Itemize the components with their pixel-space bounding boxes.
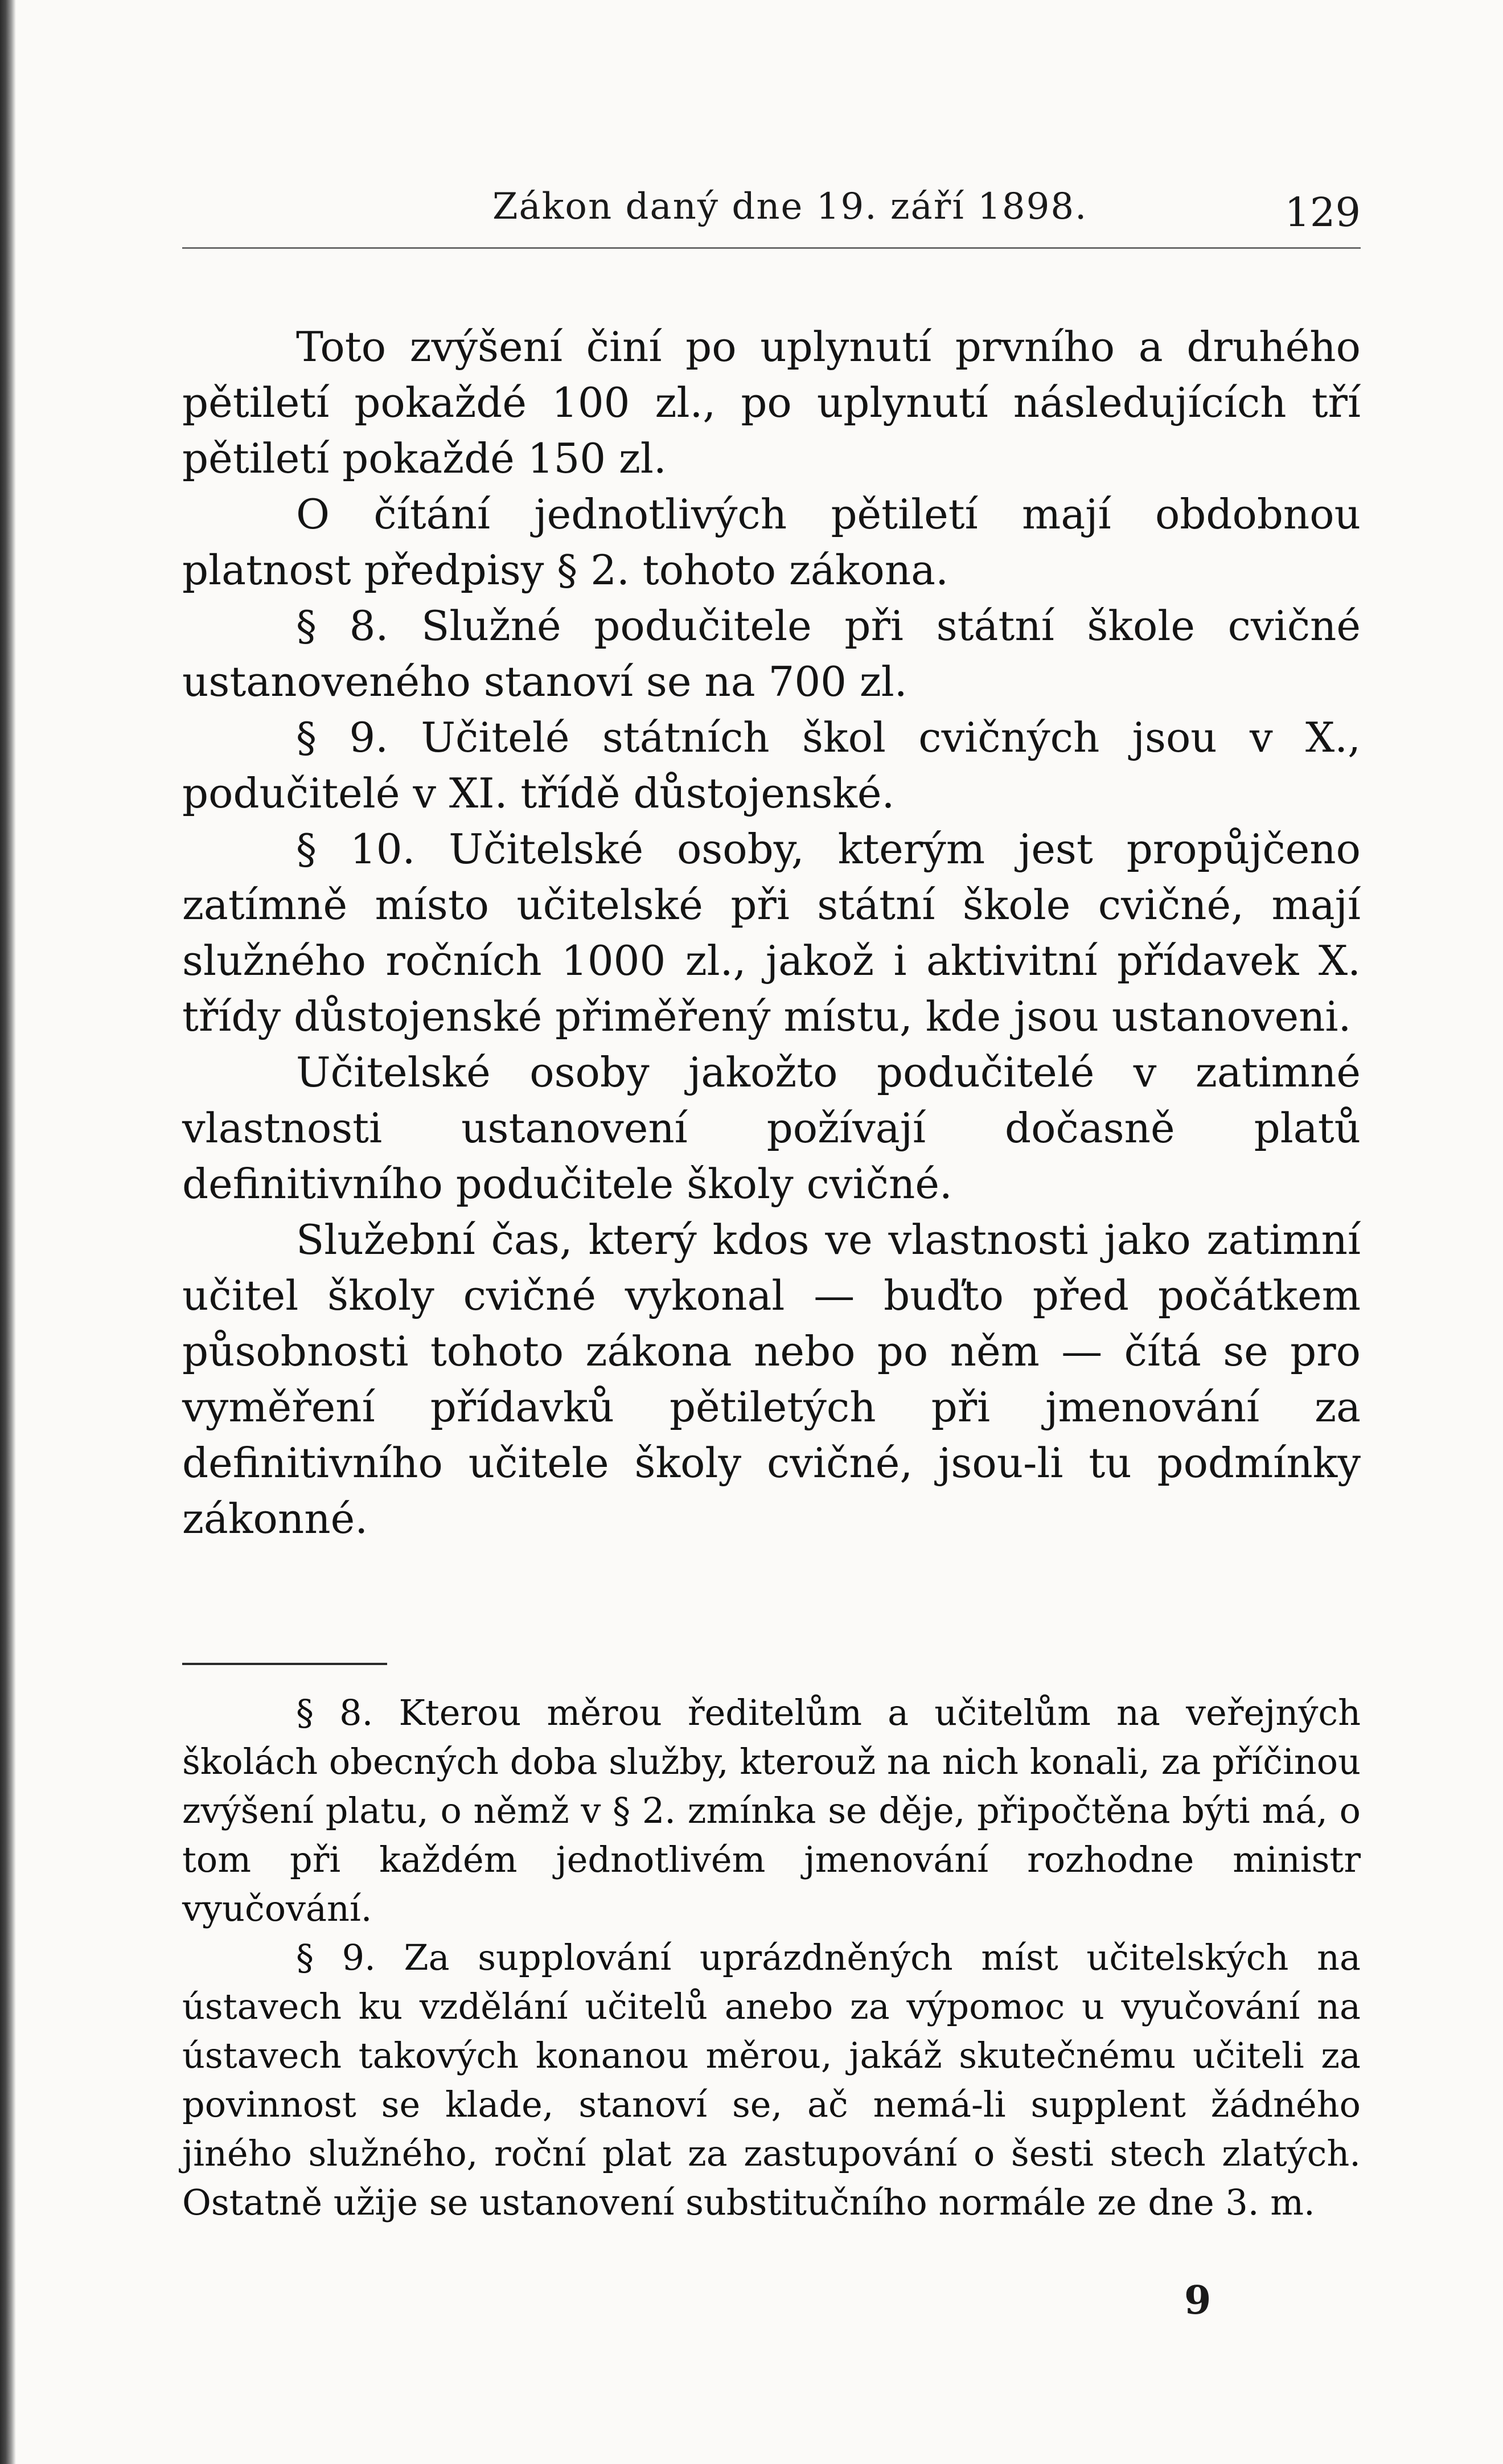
header-rule bbox=[182, 247, 1361, 249]
signature-mark: 9 bbox=[1184, 2278, 1212, 2323]
footnote-rule bbox=[182, 1663, 387, 1665]
page-binding-edge bbox=[0, 0, 16, 2464]
footnote: § 9. Za supplování uprázdněných míst učitelských na ústavech ku vzdělání učitelů anebo za výpomoc u vyučování na ústavech takových konanou měrou, jakáž skutečnému učiteli za povinnost se klade, stanoví se, ač nemá-li supplent žádného jiného služného, roční plat za zastupování o šesti stech zlatých. Ostatně užije se ustanovení substitučního normále ze dne 3. m. bbox=[182, 1937, 1361, 2223]
footnote: § 8. Kterou měrou ředitelům a učitelům na veřejných školách obecných doba služby, kterouž na nich konali, za příčinou zvýšení platu, o němž v § 2. zmínka se děje, připočtěna býti má, o tom při každém jednotlivém jmenování rozhodne ministr vyučování. bbox=[182, 1692, 1361, 1929]
running-head bbox=[182, 181, 1361, 244]
paragraph: Služební čas, který kdos ve vlastnosti jako zatimní učitel školy cvičné vykonal — buďto před počátkem působnosti tohoto zákona nebo po něm — čítá se pro vyměření přídavků pětiletých při jmenování za definitivního učitele školy cvičné, jsou-li tu podmínky zákonné. bbox=[182, 1216, 1361, 1543]
paragraph: § 10. Učitelské osoby, kterým jest propůjčeno zatímně místo učitelské při státní škole cvičné, mají služného ročních 1000 zl., jakož i aktivitní přídavek X. třídy důstojenské přiměřený místu, kde jsou ustanoveni. bbox=[182, 825, 1361, 1040]
paragraph: § 8. Služné podučitele při státní škole cvičné ustanoveného stanoví se na 700 zl. bbox=[182, 602, 1361, 706]
running-title: Zákon daný dne 19. září 1898. bbox=[492, 186, 1088, 228]
paragraph: Toto zvýšení činí po uplynutí prvního a druhého pětiletí pokaždé 100 zl., po uplynutí následujících tří pětiletí pokaždé 150 zl. bbox=[182, 323, 1361, 482]
main-text bbox=[182, 319, 1361, 1547]
page-number: 129 bbox=[1284, 189, 1361, 236]
footnotes bbox=[182, 1688, 1361, 2227]
paragraph: Učitelské osoby jakožto podučitelé v zatimné vlastnosti ustanovení požívají dočasně platů definitivního podučitele školy cvičné. bbox=[182, 1048, 1361, 1208]
paragraph: O čítání jednotlivých pětiletí mají obdobnou platnost předpisy § 2. tohoto zákona. bbox=[182, 490, 1361, 594]
paragraph: § 9. Učitelé státních škol cvičných jsou v X., podučitelé v XI. třídě důstojenské. bbox=[182, 714, 1361, 817]
